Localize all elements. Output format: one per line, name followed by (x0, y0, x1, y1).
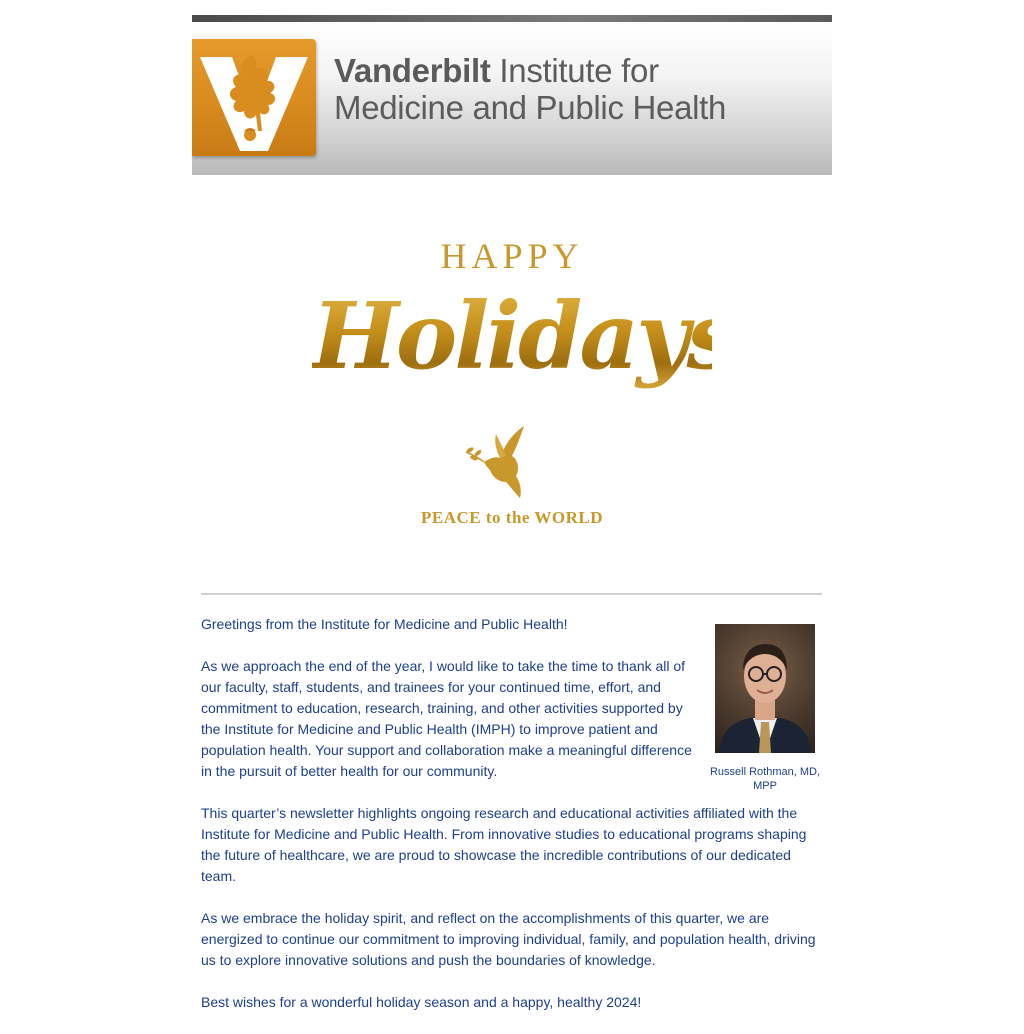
header-top-bar (192, 15, 832, 22)
letter-paragraph-thanks: As we approach the end of the year, I would like to take the time to thank all of our faculty, staff, students, and trainees for your continued time, effort, and commitment to education, research, training, and other activities supported by the Institute for Medicine and Public Health (IMPH) to improve patient and population health. Your support and collaboration make a meaningful difference in the pursuit of better health for our community. (201, 658, 692, 779)
header-banner (192, 22, 832, 175)
section-divider (201, 593, 822, 595)
letter-body (201, 614, 823, 1034)
vanderbilt-oak-v-logo-icon (192, 39, 316, 156)
brand-vanderbilt: Vanderbilt (334, 52, 491, 89)
holidays-script-heading: Holidays (312, 282, 736, 390)
director-photo-block (707, 614, 823, 793)
institute-name-line2: Medicine and Public Health (334, 89, 727, 126)
peace-to-the-world-text: PEACE to the WORLD (421, 508, 603, 527)
brand-institute-for: Institute for (490, 52, 659, 89)
letter-paragraph-best-wishes: Best wishes for a wonderful holiday season and a happy, healthy 2024! (201, 994, 642, 1010)
director-photo (715, 624, 815, 753)
director-photo-caption: Russell Rothman, MD, MPP (709, 766, 821, 792)
institute-name-line1 (334, 52, 659, 90)
letter-paragraph-newsletter: This quarter’s newsletter highlights ongoing research and educational activities affiliated with the Institute for Medicine and Public Health. From innovative studies to educational programs shaping the future of healthcare, we are proud to showcase the incredible contributions of our dedicated team. (201, 805, 807, 884)
dove-icon (462, 422, 532, 505)
letter-paragraph-greeting: Greetings from the Institute for Medicine and Public Health! (201, 616, 568, 632)
letter-paragraph-holiday-spirit: As we embrace the holiday spirit, and reflect on the accomplishments of this quarter, we are energized to continue our commitment to improving individual, family, and population health, driving us to explore innovative solutions and push the boundaries of knowledge. (201, 910, 816, 968)
happy-heading: HAPPY (440, 236, 584, 276)
